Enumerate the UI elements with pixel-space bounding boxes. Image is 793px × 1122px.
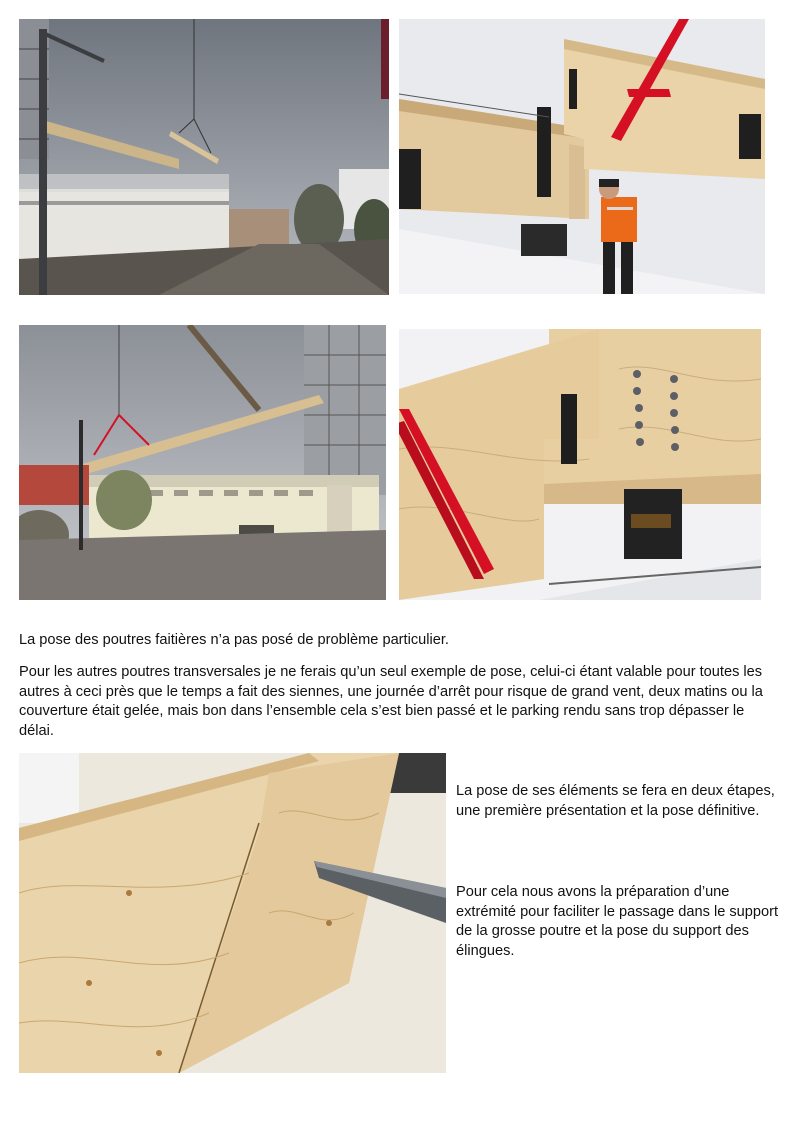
side-note-preparation: Pour cela nous avons la préparation d’une extrémité pour faciliter le passage dans le support de la grosse poutre et la pose du support des élingues. [456,884,779,959]
beam-connection-detail-photo [399,329,761,600]
chainsaw-beam-end-photo [19,753,446,1073]
beam-joint-worker-photo [399,19,765,294]
ridge-beam-crane-lift-photo [19,19,389,295]
caption-ridge-beams: La pose des poutres faitières n’a pas posé de problème particulier. [19,632,449,648]
description-transverse-beams: Pour les autres poutres transversales je ne ferais qu’un seul exemple de pose, celui-ci étant valable pour toutes les autres à ceci près que le temps a fait des siennes, une journée d’arrêt pour risque de grand vent, deux matins ou la couverture était gelée, mais bon dans l’ensemble cela s’est bien passé et le parking rendu sans trop dépasser le délai. [19,664,763,739]
side-note-two-steps: La pose de ses éléments se fera en deux étapes, une première présentation et la pose définitive. [456,783,775,819]
ridge-beam-positioning-photo [19,325,386,600]
